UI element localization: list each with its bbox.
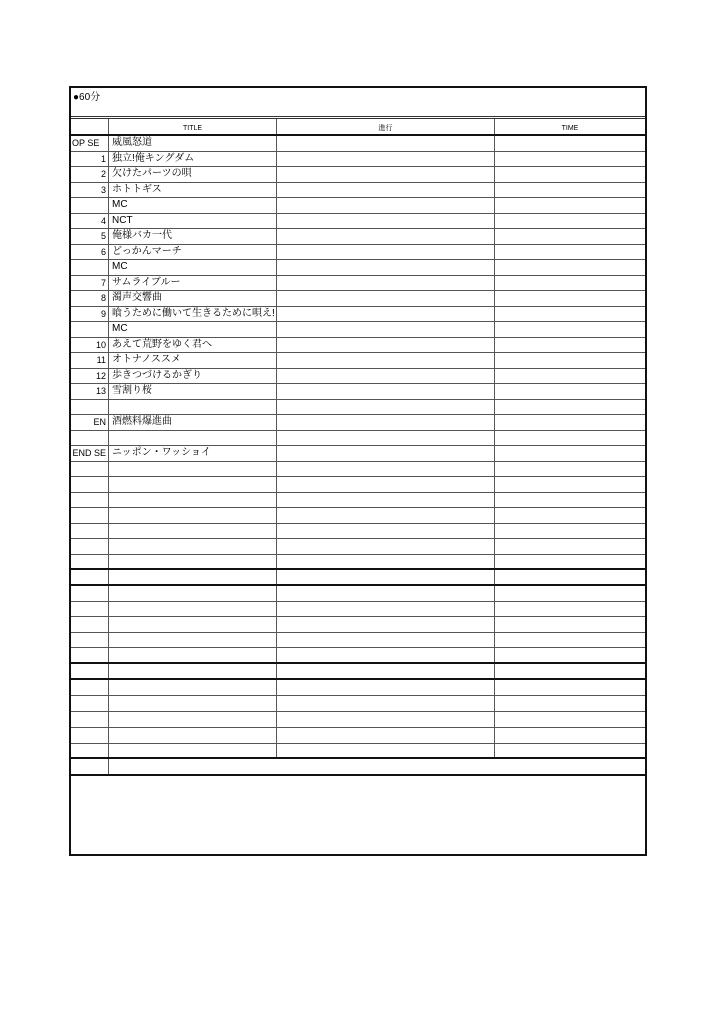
progress-cell <box>277 260 495 275</box>
title-cell <box>109 680 277 695</box>
time-cell <box>495 415 645 430</box>
time-cell <box>495 680 645 695</box>
setlist-row <box>71 136 645 152</box>
progress-cell <box>277 198 495 213</box>
time-cell <box>495 322 645 337</box>
song-number: 2 <box>71 167 109 182</box>
blank-row <box>71 648 645 664</box>
number-cell <box>71 744 109 758</box>
progress-cell <box>277 384 495 399</box>
setlist-row <box>71 369 645 385</box>
title-cell <box>109 570 277 584</box>
progress-cell <box>277 477 495 492</box>
blank-row <box>71 728 645 744</box>
time-cell <box>495 462 645 477</box>
blank-row <box>71 664 645 681</box>
title-cell <box>109 493 277 508</box>
title-cell <box>109 431 277 446</box>
time-cell <box>495 152 645 167</box>
progress-cell <box>277 136 495 151</box>
time-column-header: TIME <box>561 125 579 132</box>
blank-row <box>71 680 645 696</box>
song-title: 酒燃料爆進曲 <box>109 415 277 430</box>
number-cell <box>71 680 109 695</box>
blank-row <box>71 586 645 602</box>
song-title: どっかんマーチ <box>109 245 277 260</box>
progress-cell <box>277 245 495 260</box>
blank-row <box>71 524 645 540</box>
blank-row <box>71 400 645 416</box>
time-cell <box>495 214 645 229</box>
setlist-row <box>71 152 645 168</box>
song-number: 7 <box>71 276 109 291</box>
notes-area <box>71 776 645 854</box>
duration-header <box>71 88 645 117</box>
time-cell <box>495 338 645 353</box>
setlist-row <box>71 415 645 431</box>
song-title: 喰うために働いて生きるために唄え! <box>109 307 277 322</box>
title-column-header: TITLE <box>109 119 277 134</box>
progress-cell <box>277 524 495 539</box>
blank-row <box>71 555 645 571</box>
number-cell <box>71 555 109 569</box>
progress-cell <box>277 617 495 632</box>
time-cell <box>495 229 645 244</box>
time-cell <box>495 431 645 446</box>
number-cell <box>71 633 109 648</box>
title-cell <box>109 696 277 711</box>
song-title: ホトトギス <box>109 183 277 198</box>
blank-row <box>71 696 645 712</box>
song-number <box>71 322 109 337</box>
song-number: 9 <box>71 307 109 322</box>
progress-cell <box>277 229 495 244</box>
number-cell <box>71 539 109 554</box>
setlist-row <box>71 353 645 369</box>
time-cell <box>495 524 645 539</box>
song-title: 威風怒道 <box>109 136 277 151</box>
progress-cell <box>277 744 495 758</box>
progress-cell <box>277 712 495 727</box>
setlist-row <box>71 214 645 230</box>
song-title: オトナノススメ <box>109 353 277 368</box>
time-cell <box>495 664 645 679</box>
setlist-row <box>71 338 645 354</box>
song-number: OP SE <box>71 136 109 151</box>
time-cell <box>495 198 645 213</box>
title-cell <box>109 462 277 477</box>
number-cell <box>71 696 109 711</box>
number-cell <box>71 664 109 679</box>
song-number: 5 <box>71 229 109 244</box>
title-cell <box>109 477 277 492</box>
blank-row <box>71 712 645 728</box>
blank-row <box>71 431 645 447</box>
song-number: 10 <box>71 338 109 353</box>
progress-cell <box>277 696 495 711</box>
setlist-row <box>71 229 645 245</box>
blank-row <box>71 462 645 478</box>
time-cell <box>495 493 645 508</box>
time-cell <box>495 602 645 617</box>
number-cell <box>71 477 109 492</box>
progress-cell <box>277 493 495 508</box>
song-title: MC <box>109 322 277 337</box>
setlist-row <box>71 322 645 338</box>
blank-row <box>71 617 645 633</box>
time-cell <box>495 617 645 632</box>
time-cell <box>495 648 645 662</box>
song-title: 濁声交響曲 <box>109 291 277 306</box>
title-cell <box>109 508 277 523</box>
title-cell <box>109 602 277 617</box>
setlist-row <box>71 167 645 183</box>
number-cell <box>71 524 109 539</box>
setlist-row <box>71 245 645 261</box>
time-cell <box>495 353 645 368</box>
number-cell <box>71 570 109 584</box>
progress-column-header: 進行 <box>277 119 495 134</box>
blank-row <box>71 602 645 618</box>
setlist-row <box>71 446 645 462</box>
song-title: 雪割り桜 <box>109 384 277 399</box>
progress-cell <box>277 446 495 461</box>
progress-cell <box>277 648 495 662</box>
title-cell <box>109 617 277 632</box>
song-number: 6 <box>71 245 109 260</box>
title-cell <box>109 400 277 415</box>
time-cell <box>495 276 645 291</box>
progress-cell <box>277 431 495 446</box>
number-cell <box>71 712 109 727</box>
progress-cell <box>277 307 495 322</box>
song-title: MC <box>109 260 277 275</box>
duration-label: ●60分 <box>73 92 101 103</box>
blank-row <box>71 508 645 524</box>
time-cell <box>495 728 645 743</box>
number-cell <box>71 493 109 508</box>
song-title: ニッポン・ワッショイ <box>109 446 277 461</box>
title-cell <box>109 728 277 743</box>
progress-cell <box>277 353 495 368</box>
number-cell <box>71 431 109 446</box>
progress-cell <box>277 338 495 353</box>
time-cell <box>495 307 645 322</box>
progress-cell <box>277 728 495 743</box>
time-cell <box>495 555 645 569</box>
setlist-row <box>71 260 645 276</box>
title-cell <box>109 586 277 601</box>
progress-cell <box>277 462 495 477</box>
time-cell <box>495 446 645 461</box>
number-cell <box>71 586 109 601</box>
number-cell <box>71 508 109 523</box>
progress-cell <box>277 152 495 167</box>
song-title: サムライブルー <box>109 276 277 291</box>
song-number: 1 <box>71 152 109 167</box>
title-cell <box>109 555 277 569</box>
title-cell <box>109 539 277 554</box>
time-cell <box>495 696 645 711</box>
song-number: END SE <box>71 446 109 461</box>
progress-cell <box>277 291 495 306</box>
number-cell <box>71 602 109 617</box>
time-cell <box>495 744 645 758</box>
blank-row <box>71 633 645 649</box>
song-title: 欠けたパーツの唄 <box>109 167 277 182</box>
song-title: MC <box>109 198 277 213</box>
time-cell <box>495 539 645 554</box>
song-number: 12 <box>71 369 109 384</box>
progress-cell <box>277 664 495 679</box>
time-cell <box>495 477 645 492</box>
blank-row <box>71 539 645 555</box>
progress-cell <box>277 415 495 430</box>
song-title: あえて荒野をゆく君へ <box>109 338 277 353</box>
time-cell <box>495 712 645 727</box>
song-number: EN <box>71 415 109 430</box>
song-title: 歩きつづけるかぎり <box>109 369 277 384</box>
number-cell <box>71 462 109 477</box>
title-cell <box>109 648 277 662</box>
time-cell <box>495 508 645 523</box>
progress-cell <box>277 214 495 229</box>
title-cell <box>109 744 277 758</box>
setlist-row <box>71 307 645 323</box>
progress-cell <box>277 508 495 523</box>
song-number: 8 <box>71 291 109 306</box>
number-cell <box>71 400 109 415</box>
progress-cell <box>277 555 495 569</box>
title-cell <box>109 633 277 648</box>
progress-cell <box>277 602 495 617</box>
song-number <box>71 260 109 275</box>
title-cell <box>109 524 277 539</box>
footer-row <box>71 759 645 776</box>
blank-row <box>71 493 645 509</box>
progress-cell <box>277 322 495 337</box>
song-title: 俺様バカ一代 <box>109 229 277 244</box>
progress-cell <box>277 400 495 415</box>
progress-cell <box>277 570 495 584</box>
blank-row <box>71 477 645 493</box>
column-header-row <box>71 118 645 136</box>
progress-cell <box>277 183 495 198</box>
time-cell <box>495 245 645 260</box>
progress-cell <box>277 369 495 384</box>
song-number: 13 <box>71 384 109 399</box>
number-cell <box>71 728 109 743</box>
setlist-row <box>71 198 645 214</box>
time-cell <box>495 633 645 648</box>
title-cell <box>109 712 277 727</box>
song-number <box>71 198 109 213</box>
progress-cell <box>277 276 495 291</box>
progress-cell <box>277 680 495 695</box>
blank-row <box>71 570 645 586</box>
time-cell <box>495 384 645 399</box>
time-cell <box>495 369 645 384</box>
number-cell <box>71 759 109 774</box>
title-cell <box>109 664 277 679</box>
song-title: NCT <box>109 214 277 229</box>
song-number: 3 <box>71 183 109 198</box>
time-cell <box>495 570 645 584</box>
progress-cell <box>277 633 495 648</box>
time-cell <box>495 167 645 182</box>
setlist-row <box>71 183 645 199</box>
time-cell <box>495 400 645 415</box>
number-cell <box>71 617 109 632</box>
setlist-row <box>71 276 645 292</box>
time-cell <box>495 136 645 151</box>
time-cell <box>495 586 645 601</box>
time-cell <box>495 183 645 198</box>
progress-cell <box>277 167 495 182</box>
merged-cell <box>109 759 645 774</box>
blank-row <box>71 744 645 760</box>
song-number: 4 <box>71 214 109 229</box>
time-cell <box>495 260 645 275</box>
progress-cell <box>277 539 495 554</box>
progress-cell <box>277 586 495 601</box>
setlist-row <box>71 384 645 400</box>
song-number: 11 <box>71 353 109 368</box>
song-title: 独立!俺キングダム <box>109 152 277 167</box>
setlist-sheet <box>69 86 647 856</box>
number-column-header <box>71 119 109 134</box>
number-cell <box>71 648 109 662</box>
time-cell <box>495 291 645 306</box>
setlist-row <box>71 291 645 307</box>
